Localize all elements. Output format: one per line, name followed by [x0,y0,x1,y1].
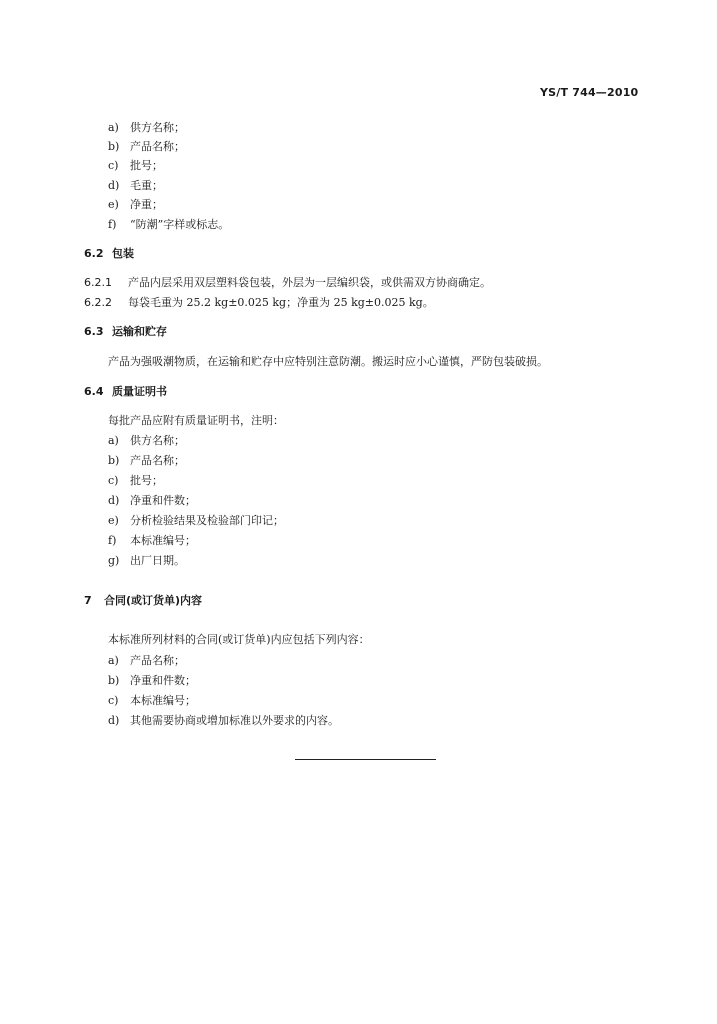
list-text: 产品名称； [130,454,185,467]
list-mark: a) [108,121,119,134]
list-item [108,140,185,154]
list-mark: d) [108,494,120,507]
end-rule [295,759,436,760]
list-text: 本标准编号； [130,694,196,707]
paragraph: 本标准所列材料的合同(或订货单)内应包括下列内容： [108,633,370,646]
list-text: 产品名称； [130,654,185,667]
list-mark: c) [108,694,119,707]
list-item [108,179,163,193]
list-mark: b) [108,674,120,687]
list-item [108,674,196,688]
list-item [108,159,163,173]
list-mark: f) [108,534,117,547]
list-mark: e) [108,514,119,527]
list-item [108,121,185,135]
section-number: 6.3 [84,325,104,338]
section-heading-7 [84,594,202,608]
clause-6-2-2 [84,296,434,310]
list-mark: a) [108,434,119,447]
list-item [108,514,284,528]
list-mark: c) [108,474,119,487]
clause-text: 产品内层采用双层塑料袋包装，外层为一层编织袋，或供需双方协商确定。 [128,276,491,289]
list-item [108,534,196,548]
list-mark: d) [108,714,120,727]
section-heading-6-3 [84,325,167,339]
list-text: 毛重； [130,179,163,192]
clause-text: 每袋毛重为 25.2 kg±0.025 kg；净重为 25 kg±0.025 kg。 [128,296,434,309]
list-mark: f) [108,218,117,231]
list-item [108,454,185,468]
list-text: “防潮”字样或标志。 [130,218,230,231]
list-mark: b) [108,140,120,153]
list-text: 批号； [130,159,163,172]
section-title: 包装 [112,247,134,260]
list-text: 其他需要协商或增加标准以外要求的内容。 [130,714,339,727]
list-text: 净重； [130,198,163,211]
section-title: 合同(或订货单)内容 [104,594,203,607]
standard-code: YS/T 744—2010 [540,86,639,99]
list-item [108,434,185,448]
section-number: 6.2 [84,247,104,260]
list-text: 本标准编号； [130,534,196,547]
list-text: 供方名称； [130,121,185,134]
list-text: 净重和件数； [130,494,196,507]
list-mark: c) [108,159,119,172]
list-text: 分析检验结果及检验部门印记； [130,514,284,527]
clause-number: 6.2.2 [84,296,112,309]
list-mark: b) [108,454,120,467]
list-item [108,218,229,232]
list-mark: d) [108,179,120,192]
clause-6-2-1 [84,276,491,290]
list-item [108,654,185,668]
list-text: 批号； [130,474,163,487]
paragraph: 每批产品应附有质量证明书，注明： [108,414,284,427]
list-item [108,714,339,728]
list-item [108,694,196,708]
list-mark: g) [108,554,120,567]
section-title: 质量证明书 [112,385,167,398]
list-text: 出厂日期。 [130,554,185,567]
paragraph: 产品为强吸潮物质，在运输和贮存中应特别注意防潮。搬运时应小心谨慎，严防包装破损。 [108,355,548,368]
section-number: 6.4 [84,385,104,398]
clause-number: 6.2.1 [84,276,112,289]
section-number: 7 [84,594,92,607]
list-text: 供方名称； [130,434,185,447]
section-heading-6-2 [84,247,134,261]
section-title: 运输和贮存 [112,325,167,338]
section-heading-6-4 [84,385,167,399]
list-item [108,554,185,568]
list-mark: a) [108,654,119,667]
list-item [108,494,196,508]
list-mark: e) [108,198,119,211]
list-text: 净重和件数； [130,674,196,687]
list-text: 产品名称； [130,140,185,153]
list-item [108,198,163,212]
list-item [108,474,163,488]
